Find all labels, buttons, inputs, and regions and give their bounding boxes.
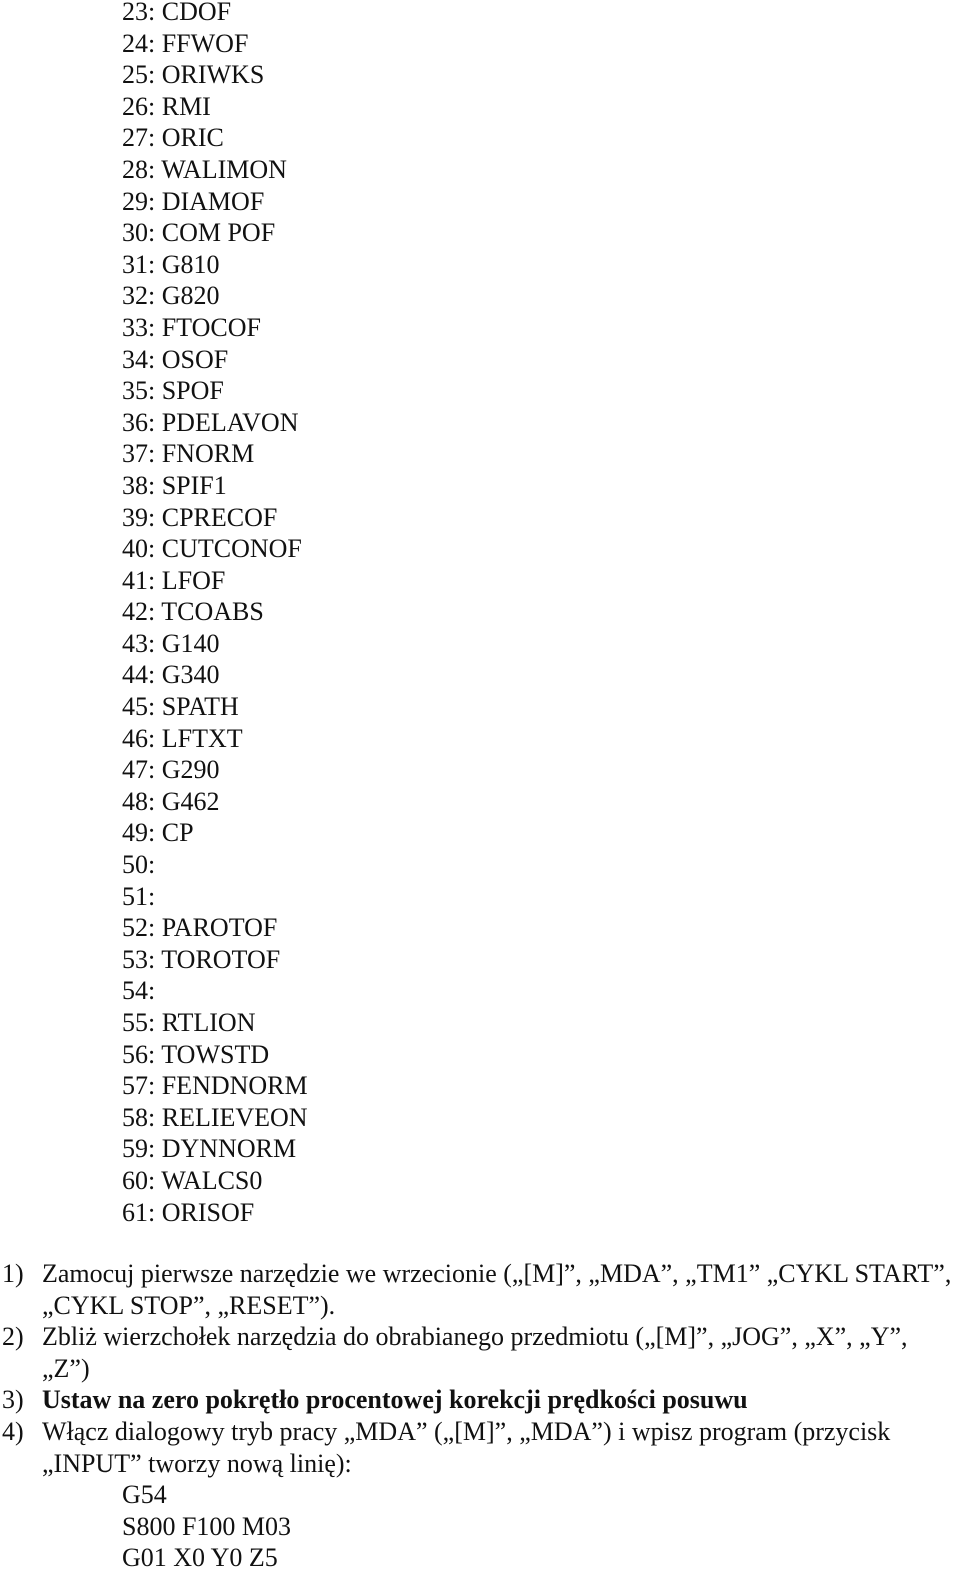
step-text: Zamocuj pierwsze narzędzie we wrzecionie („[M]”, „MDA”, „TM1” „CYKL START”, „CYKL STOP”, „RESET”).: [42, 1259, 952, 1320]
program-line: G01 X0 Y0 Z5: [122, 1543, 278, 1573]
step-text: Ustaw na zero pokrętło procentowej korekcji prędkości posuwu: [42, 1385, 748, 1415]
modal-state-item: 56: TOWSTD: [122, 1039, 270, 1069]
modal-state-item: 46: LFTXT: [122, 723, 243, 753]
modal-state-item: 35: SPOF: [122, 376, 224, 406]
modal-state-item: 26: RMI: [122, 91, 211, 121]
instruction-step: [0, 1384, 960, 1416]
step-text: Włącz dialogowy tryb pracy „MDA” („[M]”, „MDA”) i wpisz program (przycisk „INPUT” tworzy nową linię):: [42, 1416, 891, 1478]
modal-state-item: 25: ORIWKS: [122, 60, 265, 90]
modal-state-list: [122, 0, 308, 1228]
program-line: G54: [122, 1480, 167, 1509]
modal-state-item: 51:: [122, 881, 156, 911]
step-text: Zbliż wierzchołek narzędzia do obrabianego przedmiotu („[M]”, „JOG”, „X”, „Y”, „Z”): [42, 1322, 908, 1383]
step-number: 2): [2, 1322, 24, 1352]
modal-state-item: 54:: [122, 976, 156, 1006]
modal-state-item: 53: TOROTOF: [122, 944, 281, 974]
modal-state-item: 40: CUTCONOF: [122, 534, 302, 564]
modal-state-item: 37: FNORM: [122, 439, 255, 469]
modal-state-item: 30: COM POF: [122, 218, 276, 248]
modal-state-item: 42: TCOABS: [122, 597, 264, 627]
modal-state-item: 24: FFWOF: [122, 28, 249, 58]
instruction-step: [0, 1416, 960, 1479]
instruction-step: [0, 1258, 960, 1321]
modal-state-item: 31: G810: [122, 249, 220, 279]
modal-state-item: 47: G290: [122, 755, 220, 785]
program-listing: [122, 1479, 291, 1574]
step-number: 3): [2, 1385, 24, 1415]
modal-state-item: 34: OSOF: [122, 344, 229, 374]
modal-state-item: 33: FTOCOF: [122, 312, 261, 342]
modal-state-item: 39: CPRECOF: [122, 502, 278, 532]
modal-state-item: 44: G340: [122, 660, 220, 690]
modal-state-item: 41: LFOF: [122, 565, 226, 595]
step-number: 4): [2, 1416, 24, 1446]
modal-state-item: 55: RTLION: [122, 1008, 256, 1037]
modal-state-item: 52: PAROTOF: [122, 913, 278, 943]
modal-state-item: 23: CDOF: [122, 0, 232, 26]
modal-state-item: 29: DIAMOF: [122, 186, 265, 216]
modal-state-item: 48: G462: [122, 786, 220, 816]
modal-state-item: 49: CP: [122, 818, 194, 848]
modal-state-item: 60: WALCS0: [122, 1165, 263, 1195]
program-line: S800 F100 M03: [122, 1511, 292, 1541]
modal-state-item: 38: SPIF1: [122, 470, 227, 500]
modal-state-item: 58: RELIEVEON: [122, 1102, 308, 1132]
modal-state-item: 36: PDELAVON: [122, 407, 299, 437]
step-number: 1): [2, 1259, 24, 1288]
modal-state-item: 59: DYNNORM: [122, 1134, 297, 1164]
modal-state-item: 28: WALIMON: [122, 154, 287, 184]
modal-state-item: 27: ORIC: [122, 123, 224, 153]
modal-state-item: 32: G820: [122, 281, 220, 311]
modal-state-item: 61: ORISOF: [122, 1197, 255, 1227]
instruction-step: [0, 1321, 960, 1384]
modal-state-item: 57: FENDNORM: [122, 1071, 308, 1101]
modal-state-item: 45: SPATH: [122, 692, 239, 722]
instruction-steps: [0, 1258, 960, 1479]
modal-state-item: 50:: [122, 850, 156, 880]
modal-state-item: 43: G140: [122, 628, 220, 658]
